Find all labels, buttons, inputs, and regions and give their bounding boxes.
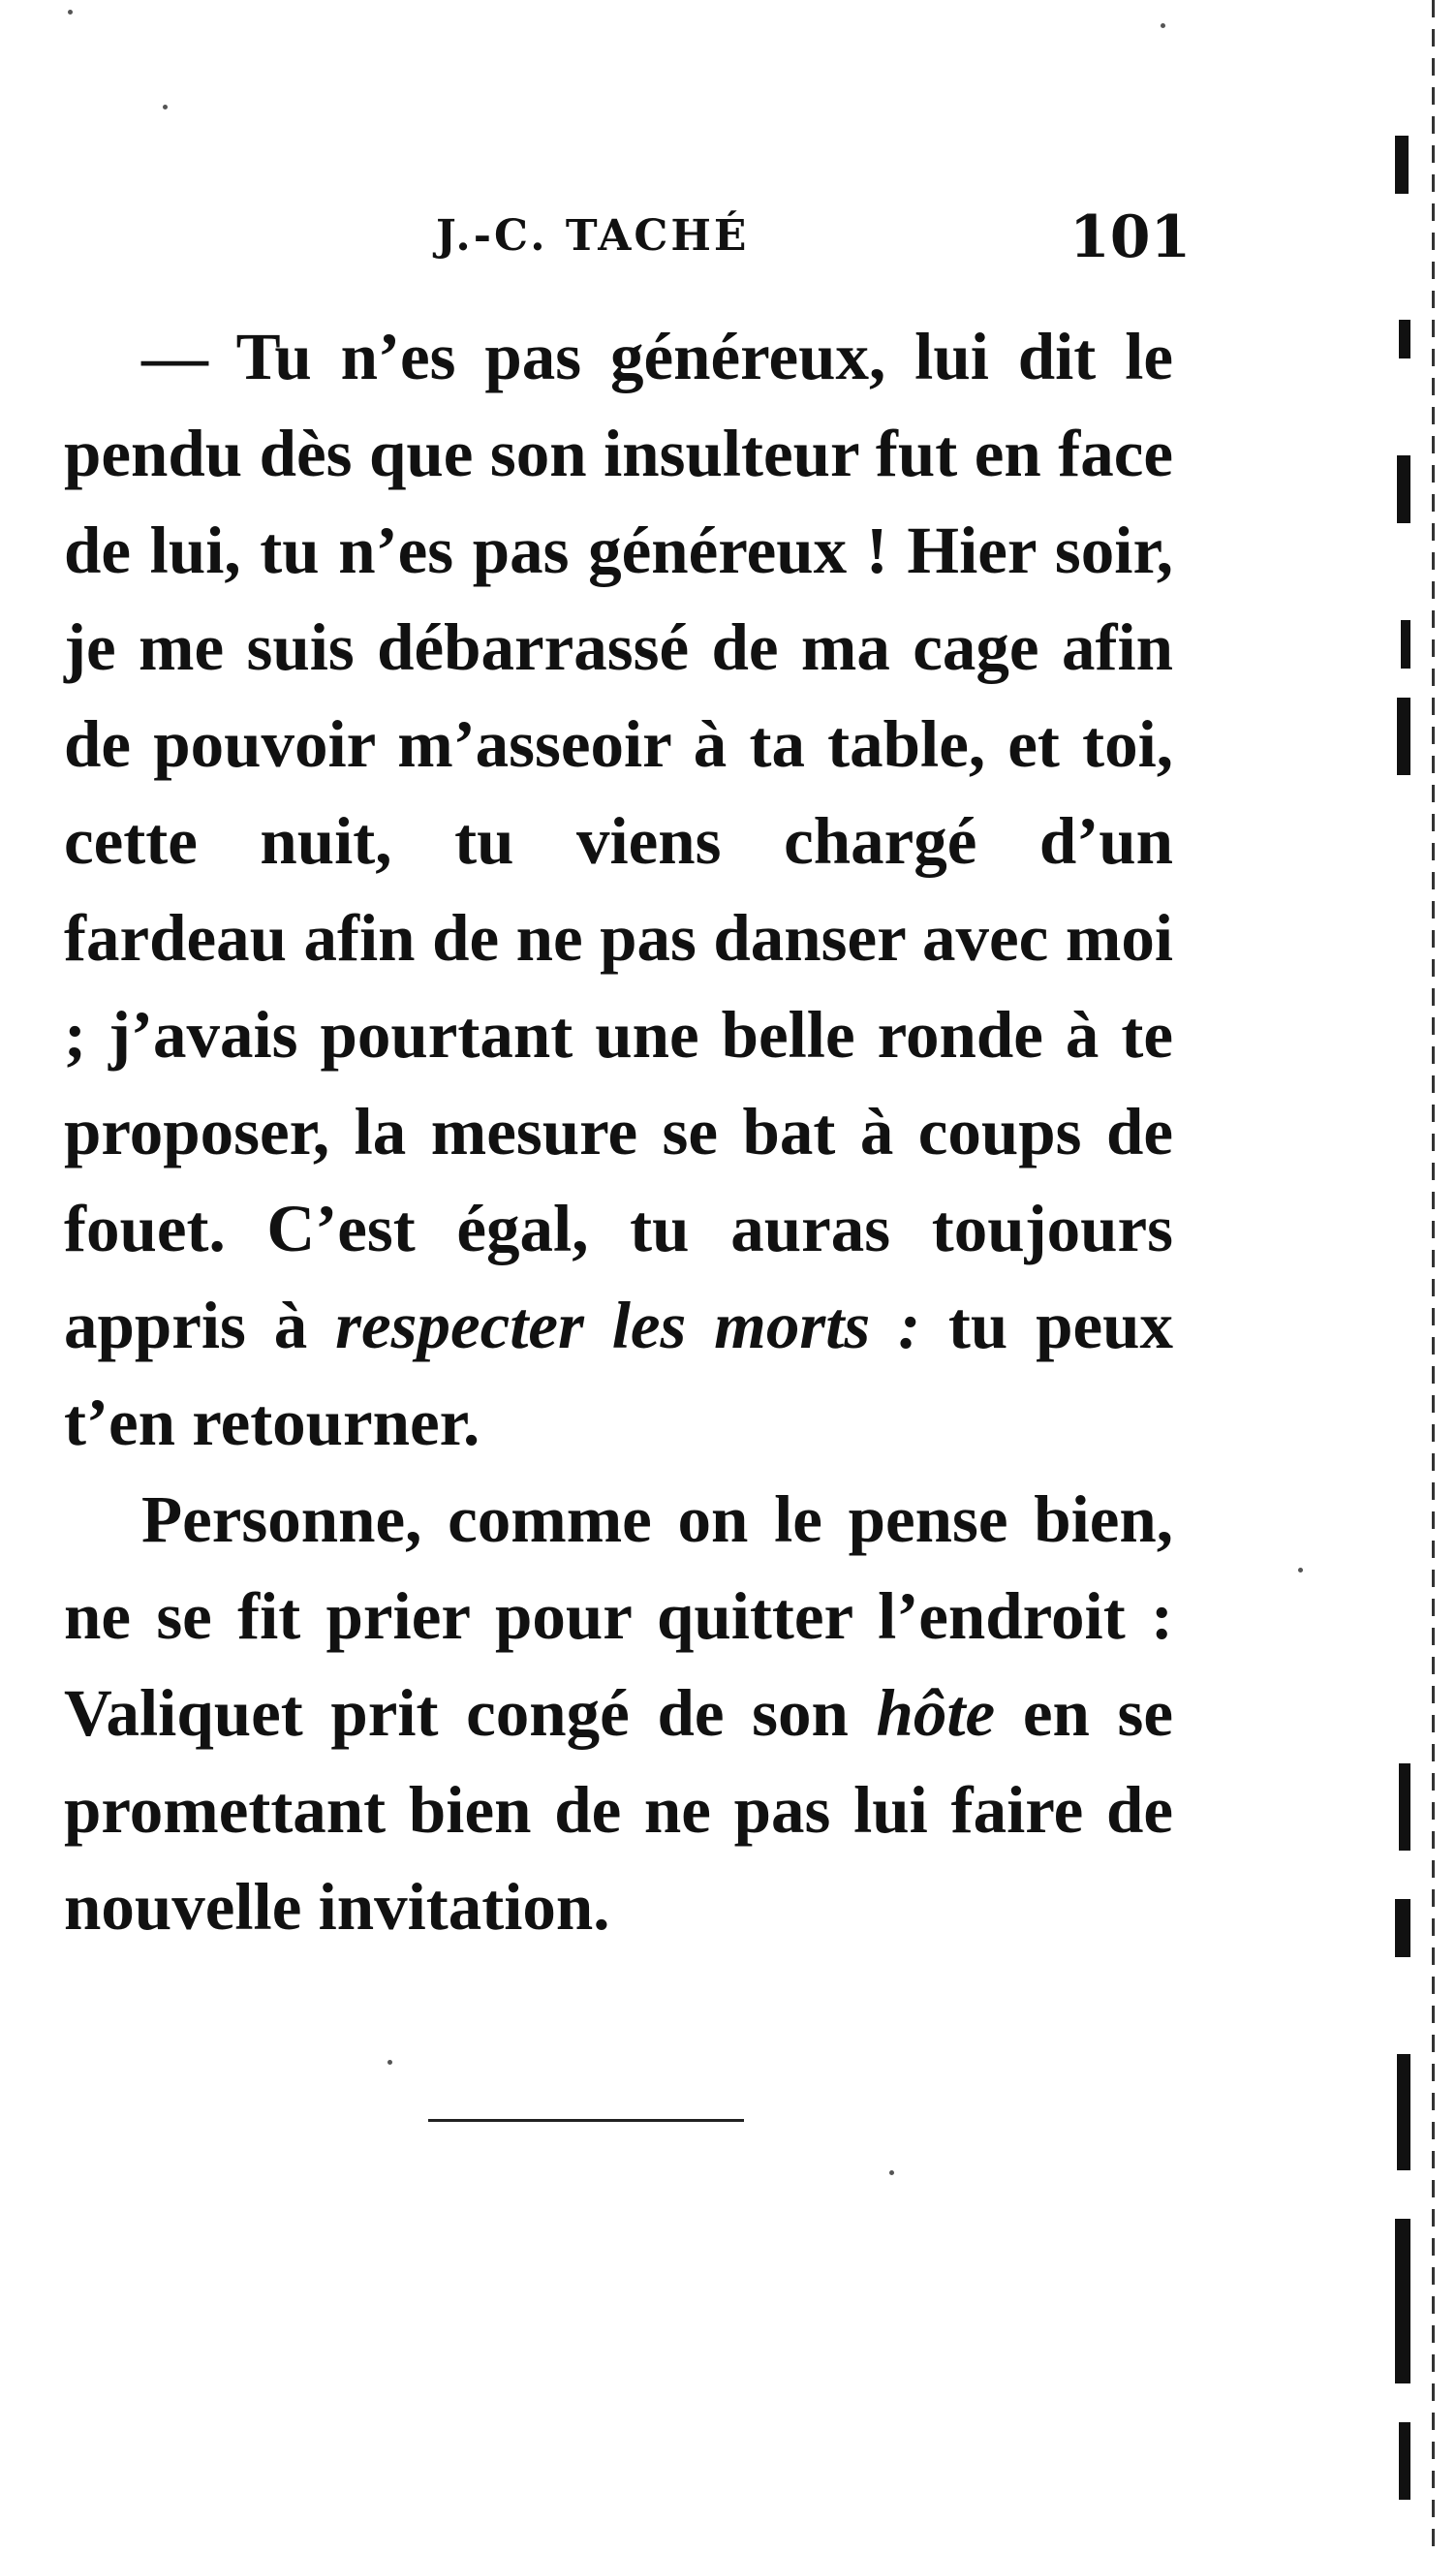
paragraph-1-italic: respecter les morts : <box>335 1289 921 1362</box>
binding-mark <box>1395 2219 1410 2383</box>
binding-mark <box>1397 455 1410 523</box>
running-head: J.-C. TACHÉ <box>436 211 750 261</box>
paper-speck <box>68 10 73 15</box>
paragraph-2 <box>64 1471 1173 1955</box>
binding-mark <box>1399 1763 1410 1851</box>
end-of-section-rule <box>428 2119 744 2122</box>
binding-mark <box>1395 1899 1410 1957</box>
binding-mark <box>1401 620 1410 669</box>
paragraph-2-italic: hôte <box>876 1676 996 1750</box>
page-number: 101 <box>1069 203 1192 271</box>
body-text <box>64 308 1173 1955</box>
binding-mark <box>1395 136 1409 194</box>
binding-mark <box>1399 2422 1410 2500</box>
binding-mark <box>1399 320 1410 358</box>
paper-speck <box>163 105 168 109</box>
paragraph-2-text-b: en se promettant bien de ne pas lui faire de nouvelle invitation. <box>64 1676 1173 1944</box>
paragraph-1-text-b: tu peux t’en retourner. <box>64 1289 1173 1459</box>
binding-line <box>1432 0 1435 2554</box>
paragraph-2-text-a: Personne, comme on le pense bien, ne se fit prier pour quitter l’endroit : Valiquet prit congé de son <box>64 1482 1173 1750</box>
paper-speck <box>387 2060 392 2065</box>
binding-mark <box>1397 698 1410 775</box>
paper-speck <box>1298 1568 1303 1573</box>
binding-edge <box>1376 0 1456 2554</box>
paper-speck <box>889 2170 894 2175</box>
binding-mark <box>1397 2054 1410 2170</box>
paragraph-1 <box>64 308 1173 1471</box>
paper-speck <box>1161 23 1165 28</box>
paragraph-1-text-a: — Tu n’es pas généreux, lui dit le pendu dès que son insulteur fut en face de lui, tu n’es pas généreux ! Hier soir, je me suis débarrassé de ma cage afin de pouvoir m’asseoir à ta table, et toi, cette nuit, tu viens chargé d’un fardeau afin de ne pas danser avec moi ; j’avais pourtant une belle ronde à te proposer, la mesure se bat à coups de fouet. C’est égal, tu auras toujours appris à <box>64 320 1173 1362</box>
